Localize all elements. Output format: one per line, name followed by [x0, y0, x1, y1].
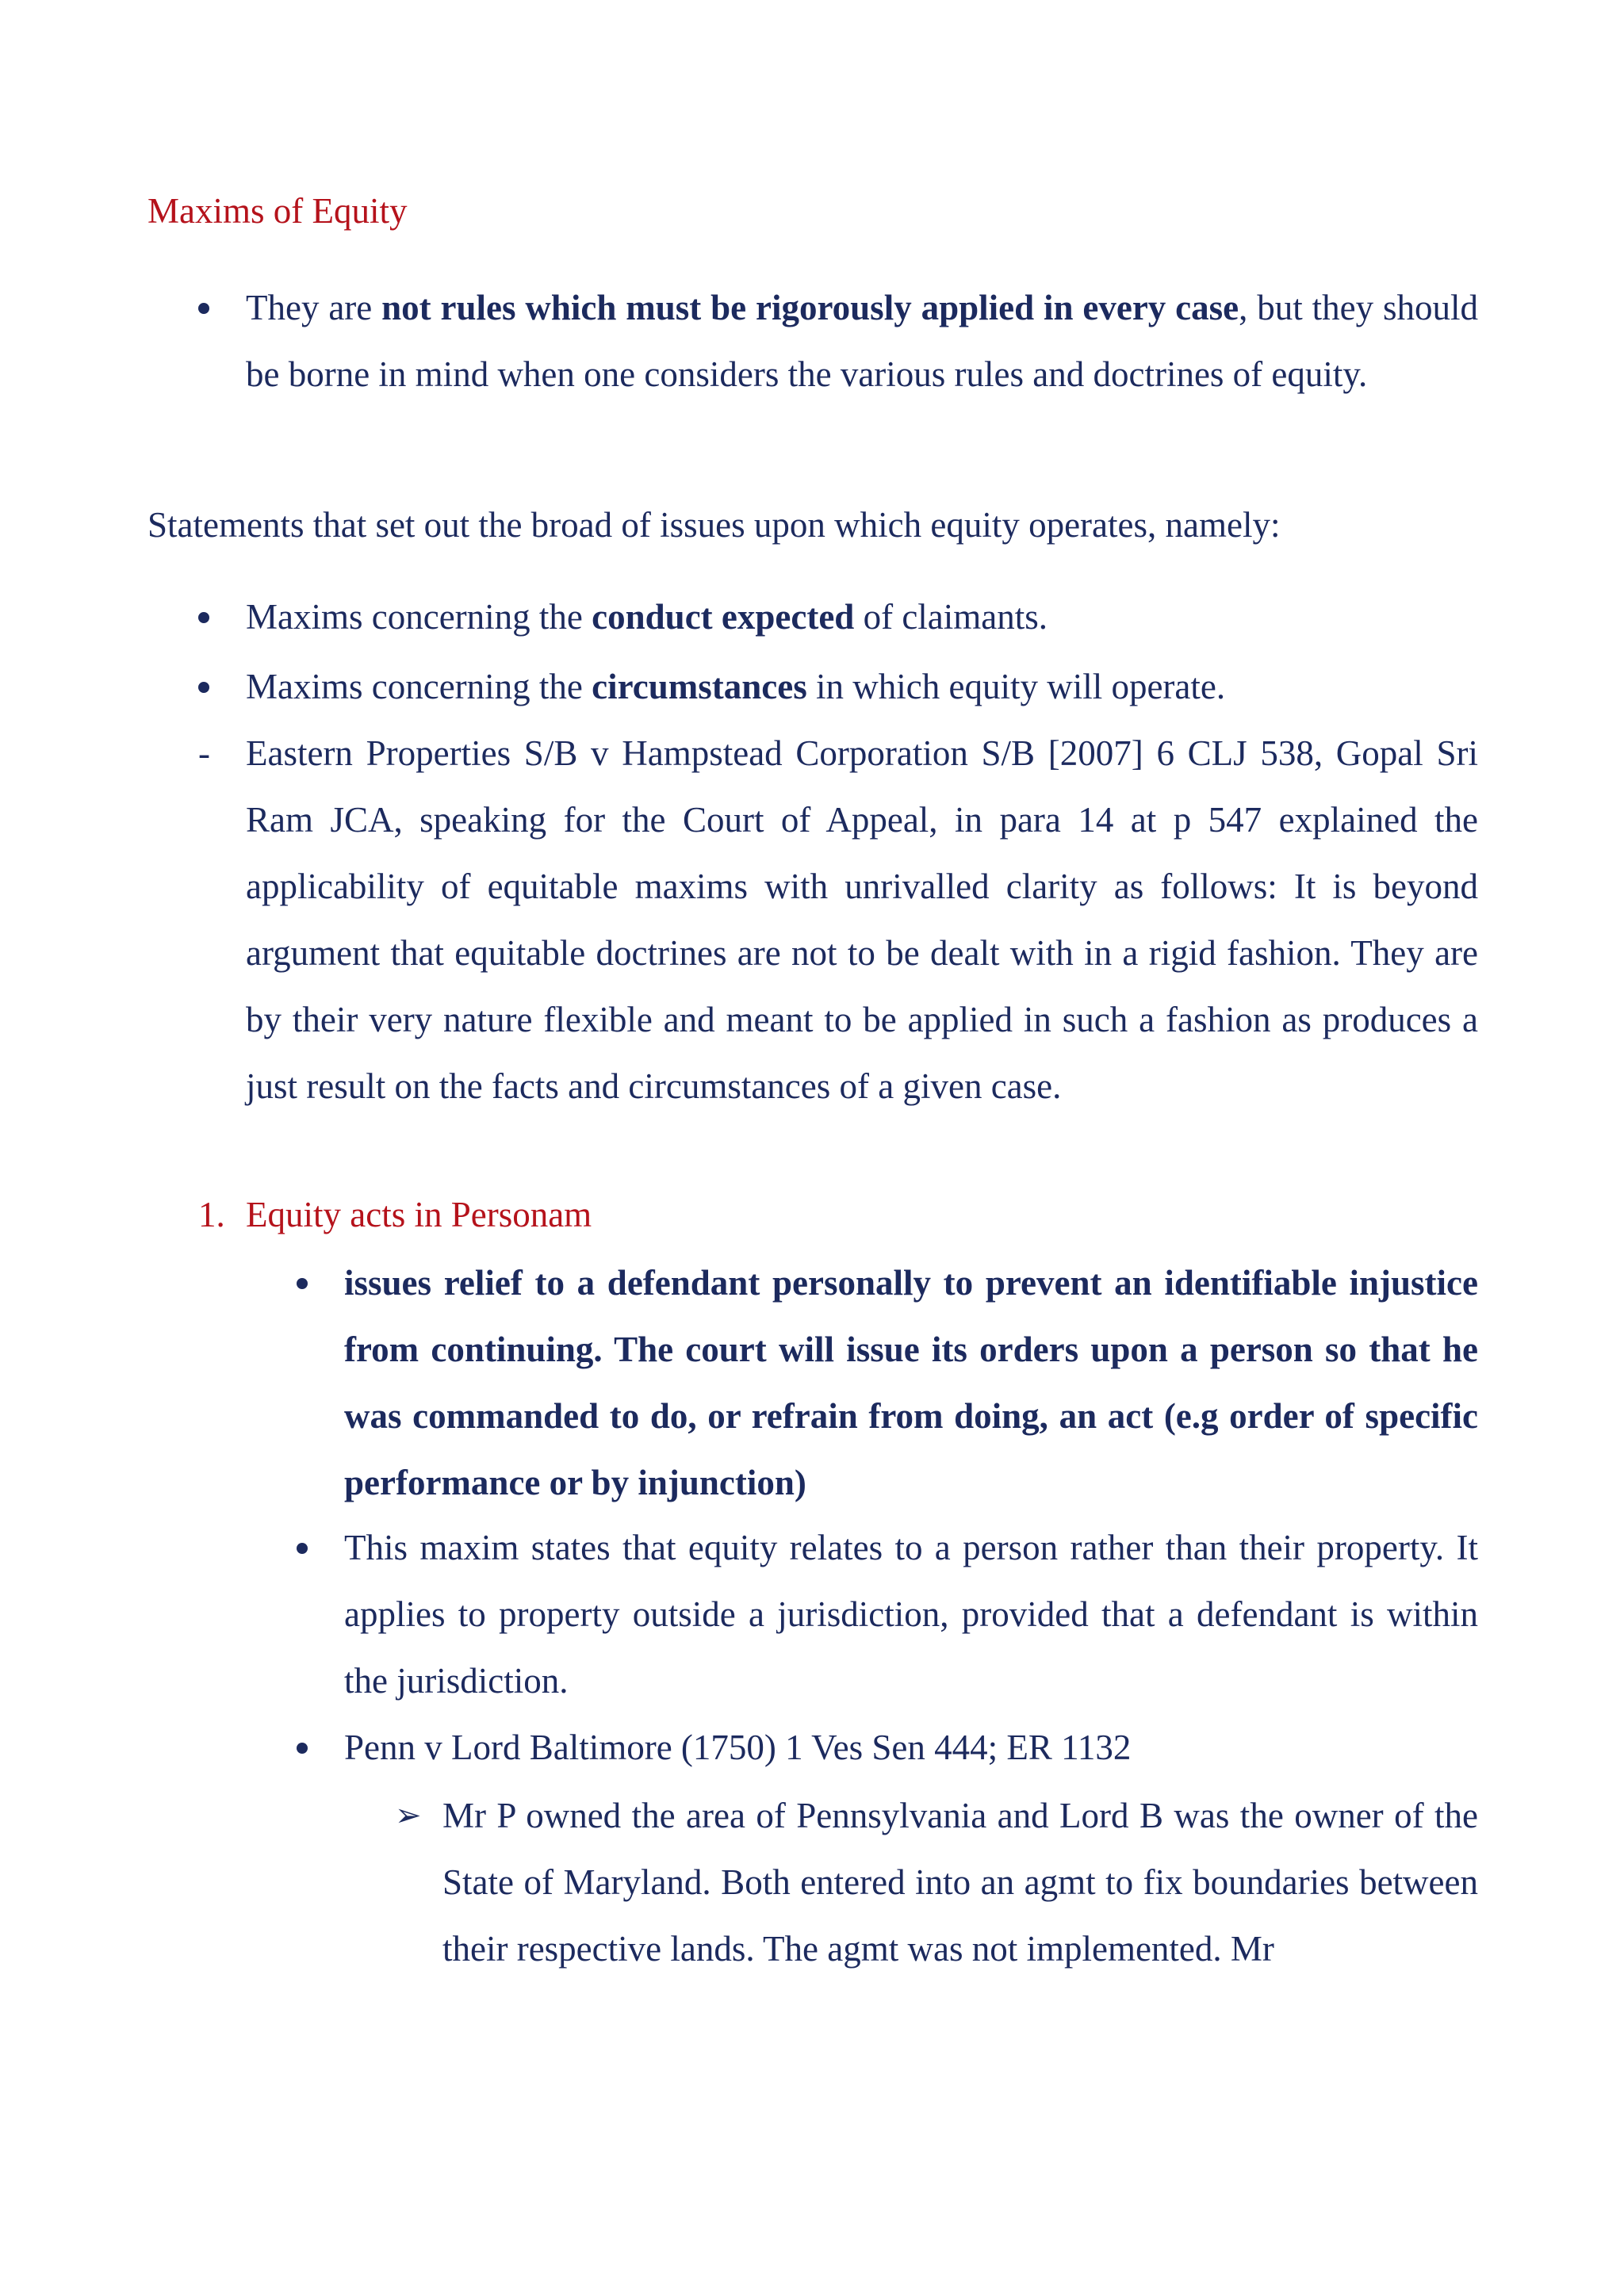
section-bullet-text: Penn v Lord Baltimore (1750) 1 Ves Sen 444; ER 1132 — [344, 1728, 1132, 1767]
case-facts-item — [395, 1782, 1478, 1982]
intro-bullet-bold: not rules which must be rigorously applied in every case — [381, 288, 1239, 327]
maxim-bullet-circumstances — [198, 653, 1478, 720]
maxim-bullet-pre: Maxims concerning the — [246, 597, 592, 637]
section-heading — [198, 1181, 592, 1248]
maxim-bullet-bold: conduct expected — [592, 597, 855, 637]
bullet-icon — [198, 612, 209, 623]
intro-bullet-post: , but they should be borne in mind when one considers the various rules and doctrines of equity. — [246, 288, 1478, 394]
bullet-icon — [297, 1543, 308, 1554]
page-title: Maxims of Equity — [147, 191, 408, 231]
section-bullet-text: This maxim states that equity relates to a person rather than their property. It applies to property outside a jurisdiction, provided that a defendant is within the jurisdiction. — [344, 1528, 1478, 1701]
bullet-icon — [297, 1743, 308, 1754]
maxim-bullet-post: in which equity will operate. — [806, 667, 1226, 706]
dash-marker: - — [198, 733, 210, 773]
maxim-bullet-conduct — [198, 584, 1478, 650]
intro-bullet-text — [246, 274, 1478, 408]
section-bullet-maxim — [297, 1514, 1478, 1714]
bullet-icon — [198, 682, 209, 693]
case-citation-text: Eastern Properties S/B v Hampstead Corporation S/B [2007] 6 CLJ 538, Gopal Sri Ram JCA, speaking for the Court of Appeal, in para 14 at p 547 explained the applicability of equitable maxims with unrivalled clarity as follows: It is beyond argument that equitable doctrines are not to be dealt with in a rigid fashion. They are by their very nature flexible and meant to be applied in such a fashion as produces a just result on the facts and circumstances of a given case. — [246, 733, 1478, 1106]
section-bullet-text: issues relief to a defendant personally to prevent an identifiable injustice from continuing. The court will issue its orders upon a person so that he was commanded to do, or refrain from doing, an act (e.g order of specific performance or by injunction) — [344, 1263, 1478, 1502]
maxim-bullet-post: of claimants. — [854, 597, 1048, 637]
intro-bullet-pre: They are — [246, 288, 382, 327]
maxim-bullet-bold: circumstances — [592, 667, 807, 706]
section-title: Equity acts in Personam — [246, 1195, 592, 1234]
intro-bullet — [198, 274, 1478, 408]
bullet-icon — [198, 303, 209, 314]
section-number: 1. — [198, 1195, 225, 1234]
section-bullet-relief — [297, 1249, 1478, 1516]
maxim-bullet-pre: Maxims concerning the — [246, 667, 592, 706]
arrow-bullet-icon: ➢ — [395, 1797, 422, 1833]
statement-paragraph: Statements that set out the broad of issues upon which equity operates, namely: — [147, 505, 1281, 545]
case-citation-item — [198, 720, 1478, 1119]
case-facts-text: Mr P owned the area of Pennsylvania and Lord B was the owner of the State of Maryland. Both entered into an agmt to fix boundaries between their respective lands. The agmt was not implemented. Mr — [442, 1796, 1478, 1969]
section-bullet-case — [297, 1714, 1478, 1781]
bullet-icon — [297, 1278, 308, 1289]
